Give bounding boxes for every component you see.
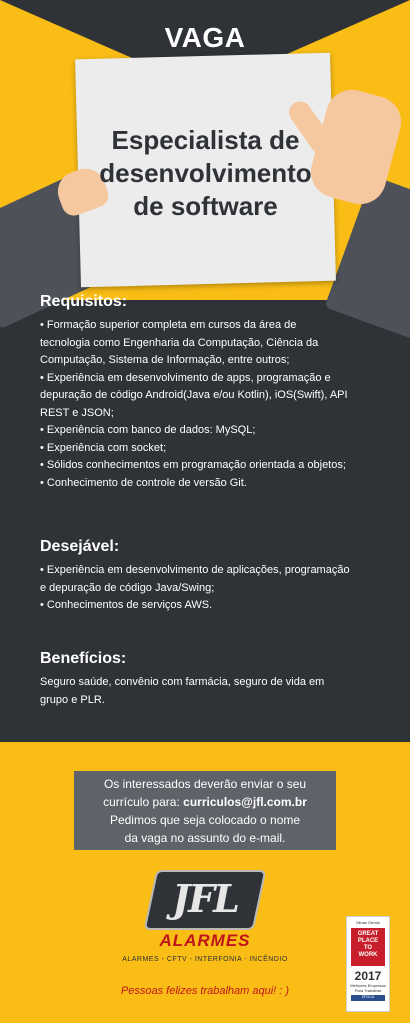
badge-header: Minas Gerais (356, 920, 380, 925)
logo-text: JFL (172, 876, 238, 921)
requisitos-heading: Requisitos: (40, 293, 128, 310)
brand-services: ALARMES - CFTV - INTERFONIA - INCÊNDIO (122, 956, 288, 963)
badge-red-block (351, 928, 385, 966)
requisitos-line: • Conhecimento de controle de versão Git. (40, 476, 247, 489)
badge-red-line: WORK (358, 952, 378, 958)
requisitos-line: • Sólidos conhecimentos em programação orientada a objetos; (40, 459, 346, 471)
job-title-line: Especialista de (111, 125, 300, 155)
contact-line: da vaga no assunto do e-mail. (124, 831, 286, 845)
requisitos-line: Computação, Sistema de Informação, entre outros; (40, 354, 290, 366)
contact-line: Os interessados deverão enviar o seu (103, 777, 307, 791)
requisitos-line: • Experiência em desenvolvimento de apps, programação e (40, 371, 331, 384)
badge-sub: Melhores Empresas Para Trabalhar (350, 983, 386, 993)
badge-red-line: GREAT (357, 931, 379, 937)
job-title-line: desenvolvimento (99, 158, 312, 188)
desejavel-line: • Experiência em desenvolvimento de aplicações, programação (40, 564, 350, 576)
badge-red-line: TO (363, 945, 373, 951)
vaga-heading: VAGA (164, 22, 246, 53)
requisitos-line: tecnologia como Engenharia da Computação, Ciência da (40, 336, 319, 349)
desejavel-line: • Conhecimentos de serviços AWS. (40, 599, 213, 611)
tagline: Pessoas felizes trabalham aqui! : ) (120, 985, 290, 997)
badge-bar: ÉPOCA (351, 995, 385, 1001)
beneficios-section (40, 650, 390, 709)
desejavel-heading: Desejável: (40, 538, 120, 555)
beneficios-heading: Benefícios: (40, 650, 127, 667)
requisitos-line: • Formação superior completa em cursos da área de (40, 319, 297, 331)
job-title-line: de software (133, 191, 278, 221)
badge-year: 2017 (354, 969, 382, 983)
contact-box (74, 771, 336, 850)
desejavel-section (40, 538, 390, 615)
requisitos-line: depuração de código Android(Java e/ou Kotlin), iOS(Swift), API (40, 389, 348, 401)
beneficios-line: Seguro saúde, convênio com farmácia, seguro de vida em (40, 676, 325, 688)
desejavel-line: e depuração de código Java/Swing; (40, 581, 215, 594)
jfl-logo (150, 870, 260, 936)
beneficios-line: grupo e PLR. (40, 693, 105, 706)
requisitos-line: REST e JSON; (40, 406, 114, 419)
email-link[interactable]: curriculos@jfl.com.br (183, 795, 307, 809)
contact-line: Pedimos que seja colocado o nome (109, 813, 301, 827)
requisitos-line: • Experiência com socket; (40, 441, 167, 454)
contact-prefix: currículo para: (103, 795, 184, 809)
job-title (78, 124, 333, 223)
contact-line (74, 793, 336, 811)
badge-red-line: PLACE (357, 938, 379, 944)
great-place-to-work-badge (346, 916, 390, 1012)
requisitos-section (40, 293, 390, 492)
requisitos-line: • Experiência com banco de dados: MySQL; (40, 424, 256, 436)
brand-subtitle: ALARMES (159, 931, 251, 950)
